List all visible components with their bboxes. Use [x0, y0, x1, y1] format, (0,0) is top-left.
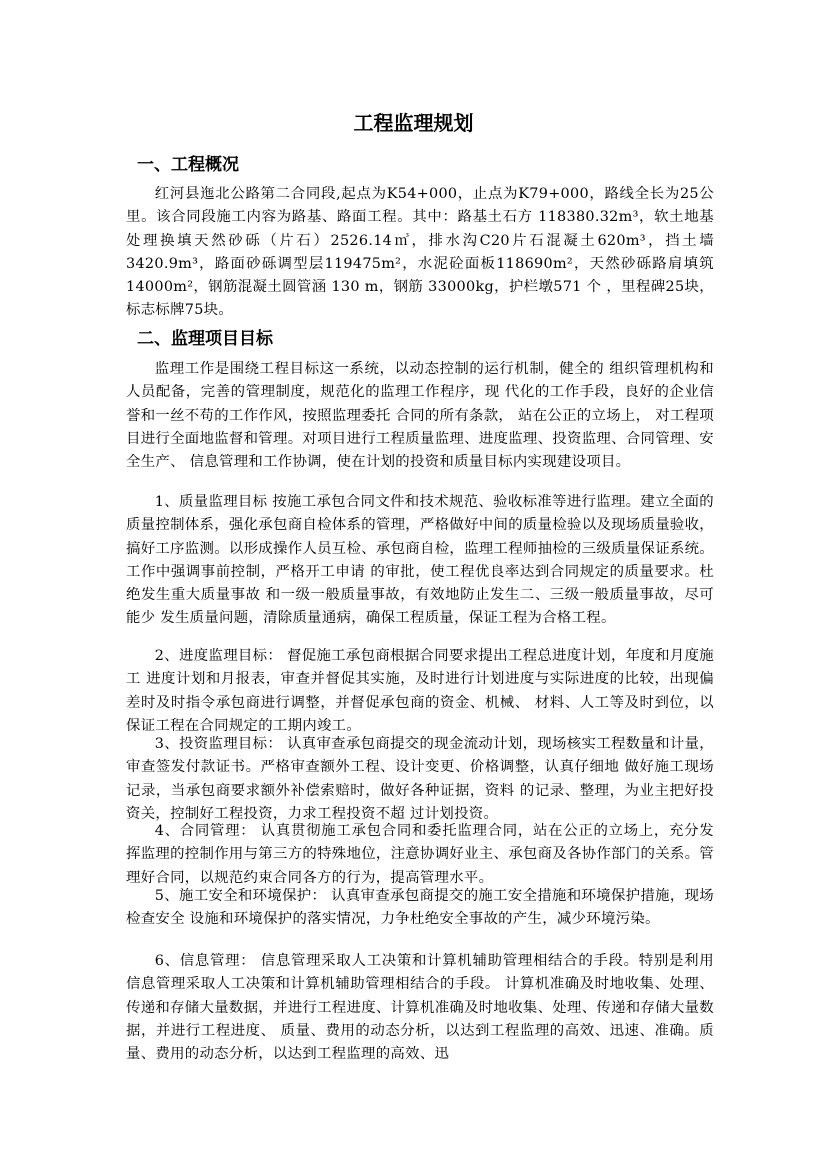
- paragraph-quality-target: 1、质量监理目标 按施工承包合同文件和技术规范、验收标准等进行监理。建立全面的 质量控制体系，强化承包商自检体系的管理，严格做好中间的质量检验以及现场质量验收，搞好工序监测。以形成操作人员互检、承包商自检，监理工程师抽检的三级质量保证系统。工作中强调事前控制，严格开工申请 的审批，使工程优良率达到合同规定的质量要求。杜绝发生重大质量事故 和一级一般质量事故，有效地防止发生二、三级一般质量事故，尽可能少 发生质量问题，清除质量通病，确保工程质量，保证工程为合格工程。: [126, 494, 714, 627]
- paragraph-schedule-target: 2、进度监理目标： 督促施工承包商根据合同要求提出工程总进度计划，年度和月度施工 进度计划和月报表，审查并督促其实施，及时进行计划进度与实际进度的比较，出现偏差时及时指令承包商进行调整，并督促承包商的资金、机械、 材料、人工等及时到位，以保证工程在合同规定的工期内竣工。: [126, 648, 714, 734]
- section-heading-objectives: 二、监理项目目标: [137, 329, 273, 349]
- section-heading-overview: 一、工程概况: [137, 155, 239, 175]
- document-title: 工程监理规划: [353, 111, 474, 135]
- paragraph-objectives-intro: 监理工作是围绕工程目标这一系统，以动态控制的运行机制，健全的 组织管理机构和人员配备，完善的管理制度，规范化的监理工作程序，现 代化的工作手段，良好的企业信誉和一丝不苟的工作作风，按照监理委托 合同的所有条款， 站在公正的立场上， 对工程项目进行全面地监督和管理。对项目进行工程质量监理、进度监理、投资监理、合同管理、安全生产、 信息管理和工作协调，使在计划的投资和质量目标内实现建设项目。: [126, 361, 714, 471]
- paragraph-safety-environment: 5、施工安全和环境保护： 认真审查承包商提交的施工安全措施和环境保护措施，现场检查安全 设施和环境保护的落实情况，力争杜绝安全事故的产生，减少环境污染。: [126, 888, 714, 928]
- paragraph-information-management: 6、信息管理： 信息管理采取人工决策和计算机辅助管理相结合的手段。特别是利用 信息管理采取人工决策和计算机辅助管理相结合的手段。 计算机准确及时地收集、处理、传递和存储大量数据，并进行工程进度、计算机准确及时地收集、处理、传递和存储大量数据，并进行工程进度、 质量、费用的动态分析，以达到工程监理的高效、迅速、准确。质量、费用的动态分析，以达到工程监理的高效、迅: [126, 953, 714, 1063]
- paragraph-investment-target: 3、投资监理目标： 认真审查承包商提交的现金流动计划，现场核实工程数量和计量，审查签发付款证书。严格审查额外工程、设计变更、价格调整，认真仔细地 做好施工现场记录，当承包商要求额外补偿索赔时，做好各种证据，资料 的记录、整理，为业主把好投资关，控制好工程投资，力求工程投资不超 过计划投资。: [126, 736, 714, 822]
- paragraph-overview: 红河县迤北公路第二合同段,起点为K54+000，止点为K79+000，路线全长为25公里。该合同段施工内容为路基、路面工程。其中：路基土石方 118380.32m³，软土地基处理换填天然砂砾（片石）2526.14㎥，排水沟C20片石混凝土620m³，挡土墙3420.9m³，路面砂砾调型层119475m²，水泥砼面板118690m²，天然砂砾路肩填筑14000m²，钢筋混凝土圆管涵 130 m，钢筋 33000kg，护栏墩571 个 ，里程碑25块，标志标牌75块。: [126, 186, 714, 319]
- paragraph-contract-management: 4、合同管理： 认真贯彻施工承包合同和委托监理合同，站在公正的立场上，充分发 挥监理的控制作用与第三方的特殊地位，注意协调好业主、承包商及各协作部门的关系。管理好合同，以规范约束合同各方的行为，提高管理水平。: [126, 823, 714, 886]
